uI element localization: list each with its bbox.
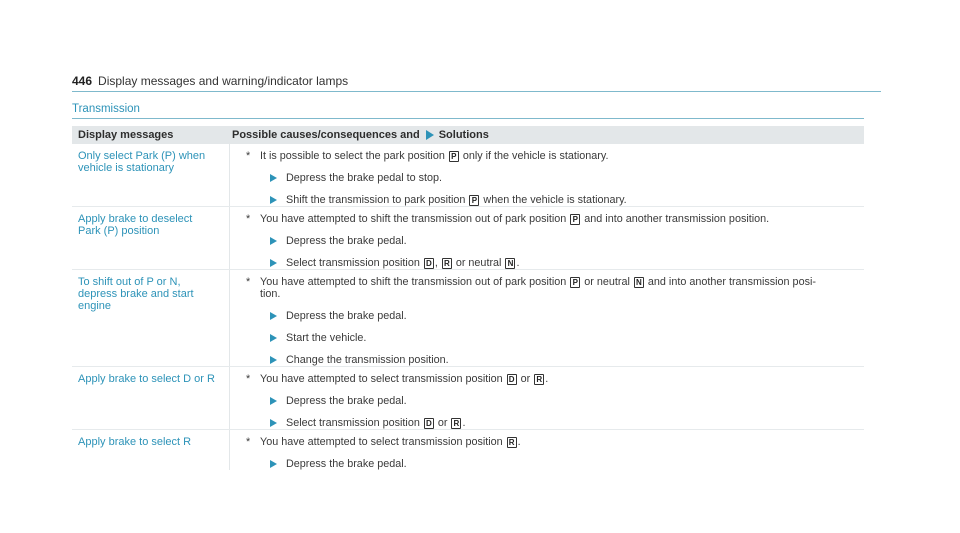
solution-step bbox=[270, 354, 864, 366]
step-arrow-icon bbox=[270, 356, 277, 364]
cause-and-solutions bbox=[230, 144, 864, 206]
gear-position-p-icon: P bbox=[449, 151, 459, 162]
asterisk-icon: * bbox=[246, 276, 251, 288]
display-message-line: Park (P) position bbox=[78, 225, 160, 237]
gear-position-r-icon: R bbox=[451, 418, 461, 429]
arrow-right-icon bbox=[426, 130, 434, 140]
solution-step bbox=[270, 235, 864, 247]
gear-position-d-icon: D bbox=[507, 374, 517, 385]
solution-step bbox=[270, 395, 864, 407]
display-message bbox=[72, 144, 230, 206]
page-header-title: Display messages and warning/indicator lamps bbox=[98, 74, 349, 88]
gear-position-n-icon: N bbox=[634, 277, 644, 288]
gear-position-d-icon: D bbox=[424, 418, 434, 429]
cause-text bbox=[246, 436, 864, 448]
gear-position-d-icon: D bbox=[424, 258, 434, 269]
solution-step bbox=[270, 332, 864, 344]
display-message-line: Apply brake to select D or R bbox=[78, 373, 215, 385]
solution-step bbox=[270, 194, 864, 206]
step-arrow-icon bbox=[270, 174, 277, 182]
gear-position-r-icon: R bbox=[442, 258, 452, 269]
step-arrow-icon bbox=[270, 196, 277, 204]
display-message-line: Only select Park (P) when bbox=[78, 150, 206, 162]
display-message-line: engine bbox=[78, 300, 112, 312]
page-header bbox=[72, 74, 348, 88]
cause-line: You have attempted to shift the transmission out of park position P or neutral N and into another transmission posi- bbox=[260, 276, 816, 288]
asterisk-icon: * bbox=[246, 436, 251, 448]
display-message-line: Apply brake to select R bbox=[78, 436, 192, 448]
cause-line: You have attempted to shift the transmission out of park position P and into another transmission position. bbox=[260, 213, 770, 225]
cause-text bbox=[246, 150, 864, 162]
solution-step bbox=[270, 310, 864, 322]
asterisk-icon: * bbox=[246, 373, 251, 385]
asterisk-icon: * bbox=[246, 150, 251, 162]
step-arrow-icon bbox=[270, 334, 277, 342]
solution-step-text: Select transmission position D or R . bbox=[286, 417, 466, 429]
solution-step-text: Shift the transmission to park position P when the vehicle is stationary. bbox=[286, 194, 627, 206]
step-arrow-icon bbox=[270, 312, 277, 320]
gear-position-p-icon: P bbox=[469, 195, 479, 206]
table-body bbox=[72, 144, 864, 470]
column-header-messages: Display messages bbox=[78, 129, 174, 141]
solution-step-text: Depress the brake pedal. bbox=[286, 310, 407, 322]
cause-and-solutions bbox=[230, 430, 864, 470]
display-message bbox=[72, 367, 230, 429]
column-header-causes-label: Possible causes/consequences and bbox=[232, 129, 420, 141]
gear-position-n-icon: N bbox=[505, 258, 515, 269]
header-divider bbox=[72, 91, 881, 92]
cause-and-solutions bbox=[230, 207, 864, 269]
section-divider bbox=[72, 118, 864, 119]
cause-line: You have attempted to select transmission position D or R . bbox=[260, 373, 549, 385]
display-message-line: Apply brake to deselect bbox=[78, 213, 193, 225]
table-header bbox=[72, 126, 864, 144]
solution-step bbox=[270, 172, 864, 184]
column-header-solutions-label: Solutions bbox=[438, 129, 489, 141]
display-message-line: To shift out of P or N, bbox=[78, 276, 181, 288]
page-number: 446 bbox=[72, 74, 93, 88]
column-header-causes bbox=[230, 129, 489, 141]
solution-step-text: Depress the brake pedal. bbox=[286, 458, 407, 470]
display-message bbox=[72, 207, 230, 269]
cause-and-solutions bbox=[230, 367, 864, 429]
step-arrow-icon bbox=[270, 460, 277, 468]
display-message bbox=[72, 270, 230, 366]
cause-text bbox=[246, 373, 864, 385]
solution-step-text: Change the transmission position. bbox=[286, 354, 449, 366]
gear-position-r-icon: R bbox=[534, 374, 544, 385]
solution-step bbox=[270, 458, 864, 470]
table-row bbox=[72, 144, 864, 207]
cause-text bbox=[246, 213, 864, 225]
step-arrow-icon bbox=[270, 259, 277, 267]
solution-step bbox=[270, 257, 864, 269]
cause-line: You have attempted to select transmission position R . bbox=[260, 436, 521, 448]
gear-position-p-icon: P bbox=[570, 277, 580, 288]
solution-step-text: Depress the brake pedal. bbox=[286, 395, 407, 407]
step-arrow-icon bbox=[270, 397, 277, 405]
step-arrow-icon bbox=[270, 237, 277, 245]
solution-step-text: Select transmission position D , R or neutral N . bbox=[286, 257, 520, 269]
asterisk-icon: * bbox=[246, 213, 251, 225]
table-row bbox=[72, 270, 864, 367]
display-message-line: depress brake and start bbox=[78, 288, 194, 300]
cause-line: It is possible to select the park position P only if the vehicle is stationary. bbox=[260, 150, 609, 162]
solution-step-text: Depress the brake pedal to stop. bbox=[286, 172, 443, 184]
gear-position-p-icon: P bbox=[570, 214, 580, 225]
gear-position-r-icon: R bbox=[507, 437, 517, 448]
solution-step bbox=[270, 417, 864, 429]
table-row bbox=[72, 367, 864, 430]
display-message-line: vehicle is stationary bbox=[78, 162, 174, 174]
step-arrow-icon bbox=[270, 419, 277, 427]
section-title: Transmission bbox=[72, 103, 140, 115]
display-message bbox=[72, 430, 230, 470]
cause-text bbox=[246, 276, 864, 300]
messages-table bbox=[72, 126, 864, 470]
solution-step-text: Depress the brake pedal. bbox=[286, 235, 407, 247]
cause-and-solutions bbox=[230, 270, 864, 366]
solution-step-text: Start the vehicle. bbox=[286, 332, 367, 344]
table-row bbox=[72, 430, 864, 470]
cause-line: tion. bbox=[260, 288, 281, 300]
table-row bbox=[72, 207, 864, 270]
